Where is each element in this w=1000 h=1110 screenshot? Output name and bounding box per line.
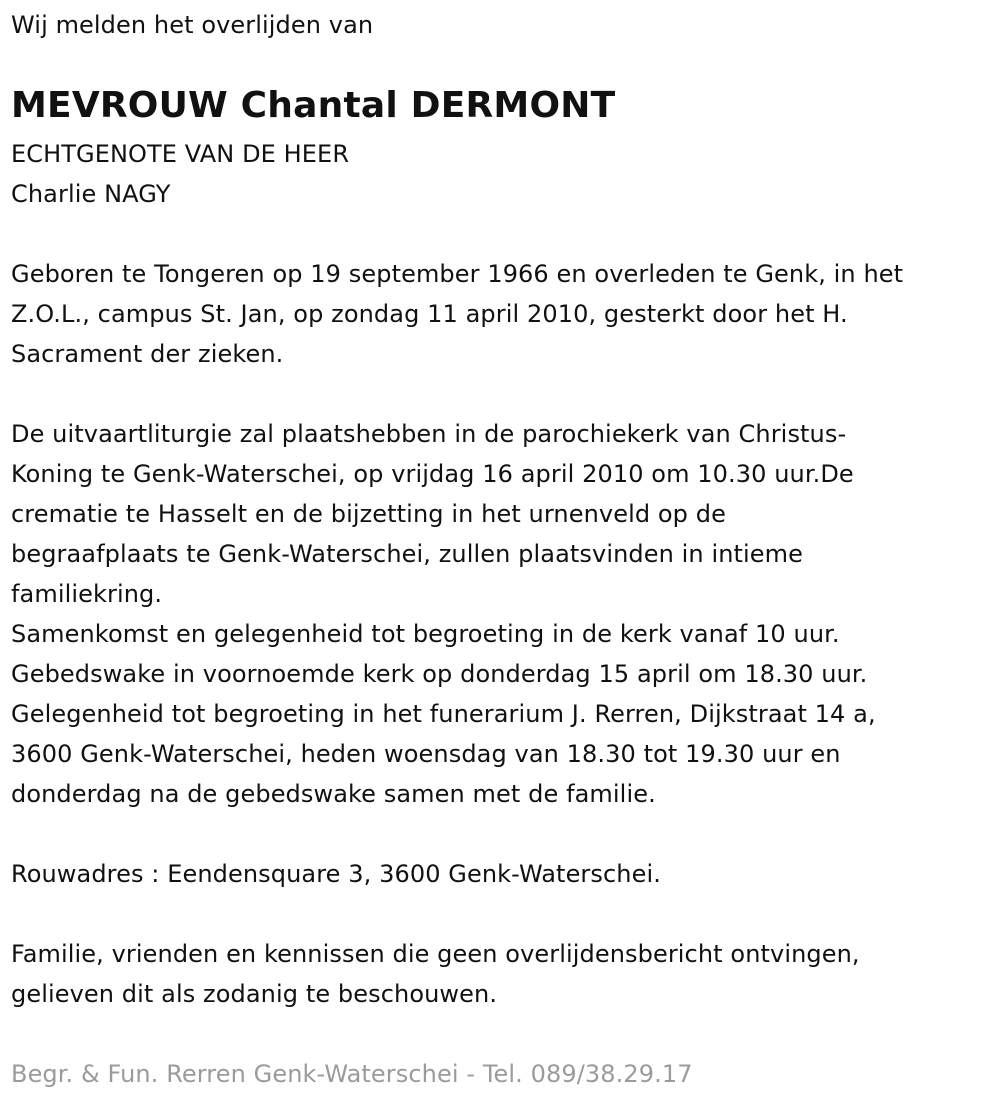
- birth-death-paragraph: [11, 254, 903, 374]
- paragraph-line: crematie te Hasselt en de bijzetting in het urnenveld op de: [11, 500, 726, 528]
- funeral-home-footer: Begr. & Fun. Rerren Genk-Waterschei - Tel. 089/38.29.17: [11, 1060, 693, 1088]
- paragraph-line: Samenkomst en gelegenheid tot begroeting in de kerk vanaf 10 uur.: [11, 620, 840, 648]
- mourning-address: Rouwadres : Eendensquare 3, 3600 Genk-Waterschei.: [11, 860, 661, 888]
- spouse-block: [11, 134, 349, 214]
- paragraph-line: familiekring.: [11, 580, 163, 608]
- funeral-paragraph: [11, 414, 876, 814]
- paragraph-line: begraafplaats te Genk-Waterschei, zullen plaatsvinden in intieme: [11, 540, 804, 568]
- paragraph-line: Koning te Genk-Waterschei, op vrijdag 16 april 2010 om 10.30 uur.De: [11, 460, 854, 488]
- paragraph-line: donderdag na de gebedswake samen met de familie.: [11, 780, 656, 808]
- paragraph-line: De uitvaartliturgie zal plaatshebben in de parochiekerk van Christus-: [11, 420, 847, 448]
- spouse-line: ECHTGENOTE VAN DE HEER: [11, 140, 350, 168]
- intro-text: Wij melden het overlijden van: [11, 11, 374, 39]
- paragraph-line: Gelegenheid tot begroeting in het funerarium J. Rerren, Dijkstraat 14 a,: [11, 700, 876, 728]
- paragraph-line: 3600 Genk-Waterschei, heden woensdag van 18.30 tot 19.30 uur en: [11, 740, 841, 768]
- spouse-line: Charlie NAGY: [11, 180, 171, 208]
- paragraph-line: Z.O.L., campus St. Jan, op zondag 11 april 2010, gesterkt door het H.: [11, 300, 848, 328]
- mourning-address-block: [11, 854, 661, 894]
- paragraph-line: gelieven dit als zodanig te beschouwen.: [11, 980, 498, 1008]
- paragraph-line: Geboren te Tongeren op 19 september 1966 en overleden te Genk, in het: [11, 260, 904, 288]
- paragraph-line: Gebedswake in voornoemde kerk op donderdag 15 april om 18.30 uur.: [11, 660, 868, 688]
- notice-paragraph: [11, 934, 860, 1014]
- paragraph-line: Familie, vrienden en kennissen die geen overlijdensbericht ontvingen,: [11, 940, 860, 968]
- paragraph-line: Sacrament der zieken.: [11, 340, 284, 368]
- deceased-name: MEVROUW Chantal DERMONT: [11, 85, 616, 126]
